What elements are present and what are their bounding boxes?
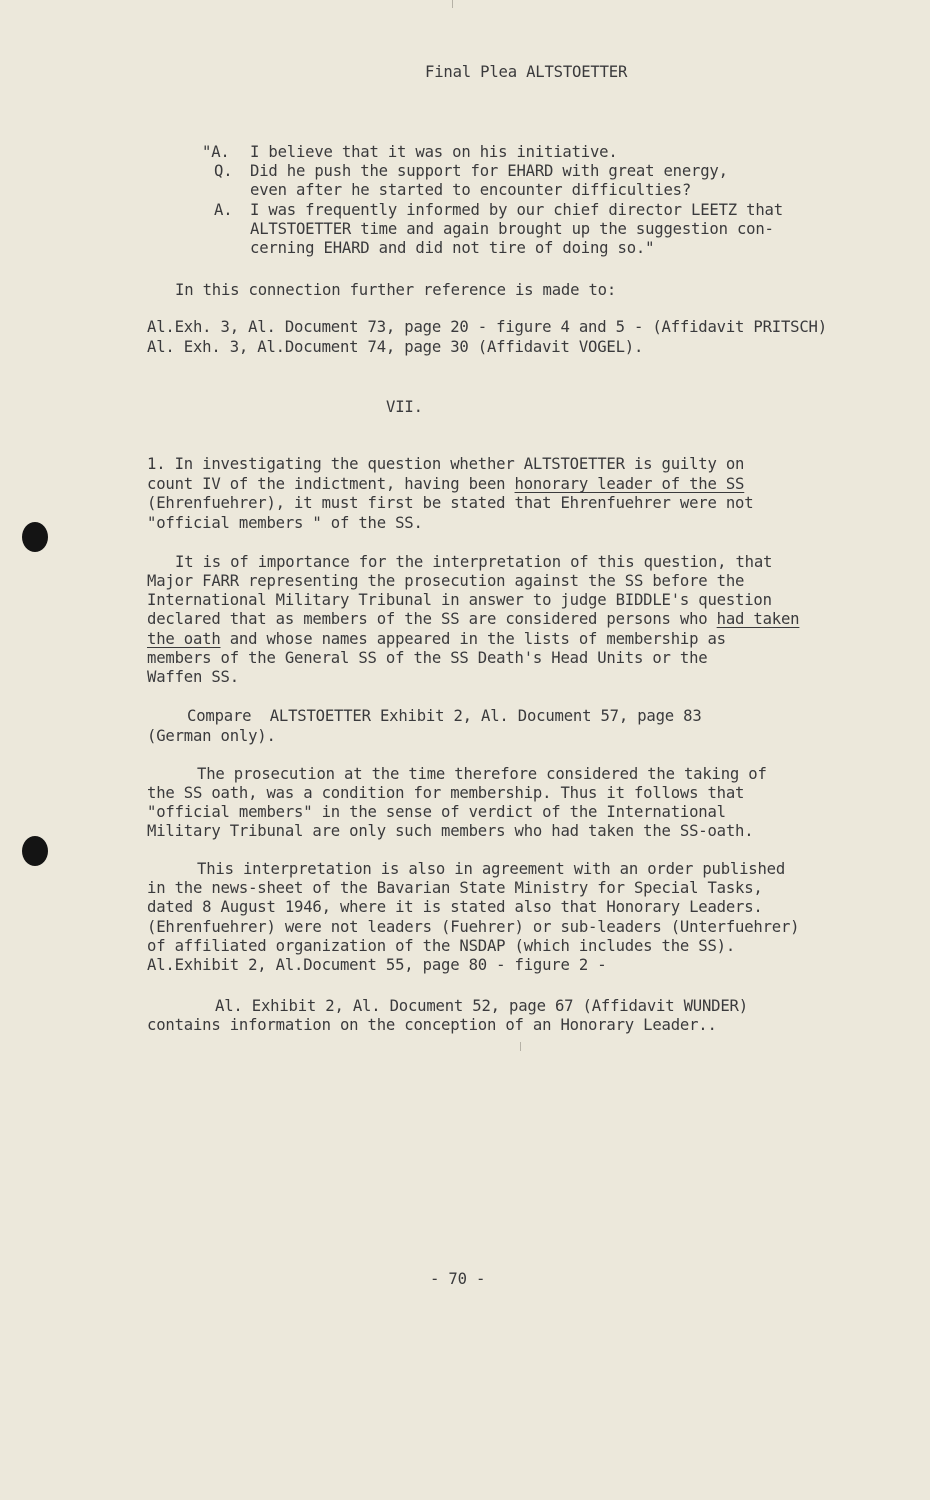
paragraph-line: dated 8 August 1946, where it is stated also that Honorary Leaders. [147,898,763,916]
testimony-text: I believe that it was on his initiative. [250,143,618,161]
underlined-phrase: the oath [147,630,221,648]
header-title: Final Plea ALTSTOETTER [425,63,628,81]
paragraph-line: (Ehrenfuehrer), it must first be stated that Ehrenfuehrer were not [147,494,754,512]
reference-intro: In this connection further reference is made to: [175,281,617,299]
paragraph-line: the SS oath, was a condition for membership. Thus it follows that [147,784,745,802]
paragraph-text: declared that as members of the SS are considered persons who [147,610,717,628]
paragraph-line: Al.Exhibit 2, Al.Document 55, page 80 - figure 2 - [147,956,607,974]
underlined-phrase: honorary leader of the SS [514,475,745,493]
paragraph-line: contains information on the conception of an Honorary Leader.. [147,1016,717,1034]
paragraph-line: (German only). [147,727,276,745]
paragraph-line: 1. In investigating the question whether ALTSTOETTER is guilty on [147,455,745,473]
paragraph-line: in the news-sheet of the Bavarian State Ministry for Special Tasks, [147,879,763,897]
punch-hole [22,836,48,866]
paragraph-line: International Military Tribunal in answer to judge BIDDLE's question [147,591,772,609]
paragraph-line: Waffen SS. [147,668,239,686]
paragraph-line: Major FARR representing the prosecution against the SS before the [147,572,745,590]
testimony-text: cerning EHARD and did not tire of doing so." [250,239,655,257]
testimony-text: even after he started to encounter difficulties? [250,181,692,199]
testimony-text: ALTSTOETTER time and again brought up the suggestion con- [250,220,774,238]
underlined-phrase: had taken [716,610,800,628]
paragraph-line: (Ehrenfuehrer) were not leaders (Fuehrer) or sub-leaders (Unterfuehrer) [147,918,800,936]
punch-hole [22,522,48,552]
paragraph-line [147,475,744,495]
paragraph-line: The prosecution at the time therefore considered the taking of [197,765,767,783]
testimony-label: A. [214,201,233,219]
paragraph-line: members of the General SS of the SS Death's Head Units or the [147,649,708,667]
paragraph-text: count IV of the indictment, having been [147,475,515,493]
paragraph-line: It is of importance for the interpretation of this question, that [175,553,773,571]
paragraph-line [147,630,726,650]
testimony-label: "A. [202,143,230,161]
paragraph-line: Compare ALTSTOETTER Exhibit 2, Al. Document 57, page 83 [187,707,702,725]
margin-tick-mark [520,1042,521,1051]
paragraph-line: of affiliated organization of the NSDAP (which includes the SS). [147,937,736,955]
reference-line: Al. Exh. 3, Al.Document 74, page 30 (Affidavit VOGEL). [147,338,644,356]
paragraph-line: "official members " of the SS. [147,514,423,532]
paragraph-line: Al. Exhibit 2, Al. Document 52, page 67 (Affidavit WUNDER) [215,997,748,1015]
reference-line: Al.Exh. 3, Al. Document 73, page 20 - figure 4 and 5 - (Affidavit PRITSCH) [147,318,827,336]
paragraph-line [147,610,799,630]
testimony-label: Q. [214,162,233,180]
testimony-text: Did he push the support for EHARD with great energy, [250,162,728,180]
testimony-text: I was frequently informed by our chief director LEETZ that [250,201,783,219]
page-number: - 70 - [430,1270,486,1288]
paragraph-text: and whose names appeared in the lists of membership as [220,630,726,648]
top-scratch-mark [452,0,453,8]
section-heading: VII. [386,398,423,416]
paragraph-line: "official members" in the sense of verdict of the International [147,803,726,821]
paragraph-line: Military Tribunal are only such members who had taken the SS-oath. [147,822,754,840]
paragraph-line: This interpretation is also in agreement with an order published [197,860,786,878]
